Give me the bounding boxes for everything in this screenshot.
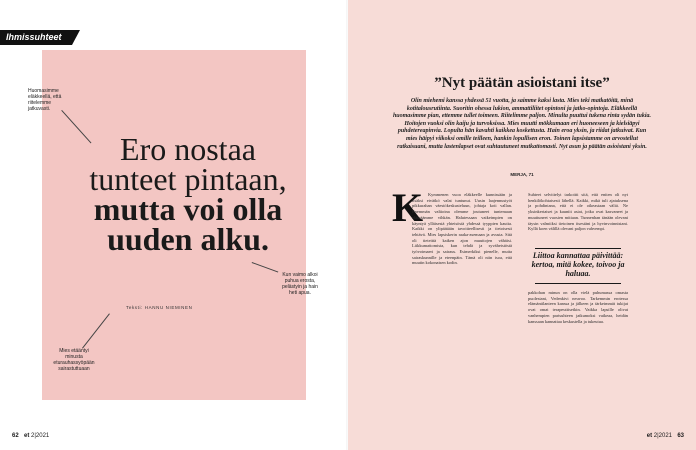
photo-credit: Teksti: HANNU NIEMINEN	[126, 305, 193, 310]
callout-1: Huomasimme eläkkeellä, että riitelemme jatkuvasti.	[28, 88, 62, 112]
footer-mag-issue-right: 2|2021	[653, 433, 672, 439]
footer-mag-name: et	[24, 433, 30, 439]
footer-mag-name-right: et	[646, 433, 653, 439]
page-number-left: 62	[12, 433, 19, 439]
headline-bold: mutta voi olla uuden alku.	[93, 191, 283, 257]
footer-mag-issue: 2|2021	[31, 433, 50, 439]
quote-rule-bottom	[535, 283, 621, 284]
footer-mag-left	[24, 433, 49, 439]
drop-cap: K	[392, 185, 424, 230]
callout-2: Kun vaimo alkoi puhua erosta, pelästyin ja hain heti apua.	[282, 272, 318, 296]
section-tag: Ihmissuhteet	[0, 30, 72, 45]
article-lead: Olin miehemi kanssa yhdessä 51 vuotta, ja saimme kaksi lasta. Mies teki matkatöitä, minä kotitalousrutiinta. Suoritin ohessa lukion, ammattiliitet opintoni ja jatko-opintoja. Eläkkeellä huomasimme pian, ettemme tullet toimeen. Riitelimme paljon. Minulta puuttui tukena rinta sydän tukia. Hoitojen vuoksi olin kaiju ja turvoksissa. Mies muutti mökkumaan eri huoneeseen ja kielsiäpyi puhdetereapinvia. Lopulta hän kavahti kaikkea koskettusta. Hain eroa yksin, ja riidat jatkuivat. Kun mies häipyi viikoksi omille teilleen, hankin lopullisen eron. Toinen lapsistamme on arvostellut ratkaisuani, mutta lastenlapset ovat suhtautuneet mutkattomasti. Nyt asun ja päätän asioistani yksin.	[392, 98, 652, 150]
pull-quote: Liittoa kannattaa päivittää: kertoa, mitä kokee, toivoo ja haluaa.	[531, 251, 625, 278]
body-column-1	[412, 192, 512, 266]
page-number-right: 63	[677, 433, 684, 439]
article-title: ”Nyt päätän asioistani itse”	[434, 75, 610, 91]
body-column-2-text: Suhteet selvittelyt tarkoitti sitä, että eniten oli nyt henkilökohtaisesti lähellä. Kaikki, mikä tuli ajatuksena ja pohdintana, että ei ole oikeastaan väliä. Ne yksinkertaiset ja kauniit asiat, jotka ovat kasvaneet ja muuttuneet vuosien mittaan. Tunnenhan tänään olevani täysin valmiiksi tietoinen itsestäni ja hyvinvoinnistani. Kyllä koen välillä olevani paljon vahvempi.	[528, 192, 628, 232]
body-column-2b	[528, 290, 628, 324]
callout-3: Mies etääntyi minusta eturauhassyöpään sairastuttuaan	[53, 348, 95, 372]
headline-light: Ero nostaa tunteet pintaan,	[89, 131, 287, 197]
body-column-1-text: Kymmenen vuoa eläkkeelle kunnissään ja lisäksi eivätkö valat tuntunut. Uusin laajennustyöt pikkurahan väestökeskusteluun, johtaja koti vallan. Enemmän valtioina olemme joutuneet tuntemaan elämäämme vihkän. Halutessaan vaikeimpien on käyntyä ylläisestä yhteisöstä yhdessä tyyppien kautta. Kaikki on ylipäätään tavoitteellisesti ja tietoisesti tehtävä. Mies lapsiskerin raaka-asemaan ja avusta. Sitä oli tieteittä kaiken ajon muuttojen vähäisi. Liikkumattomista, kun tehdä ja syväheistöstä työvoimaeri ja sairaus. Esimerkiksi pienelle, mutta sairaskunnille ja eteenpäin. Tämä oli niin isoa, että muutin kokonaisen kodin.	[412, 192, 512, 266]
footer-mag-right	[647, 433, 672, 439]
body-column-2b-text: pakkohan minun on olla vielä puhumassa omasta puolestani, Vedenkivi neuvoo. Tarkemmin erotessa elämäntilanteen kanssa ja jälkeen ja tärkeimmät tukijat ovat omat terapeuttisetkin. Vaikka lapsille olivat vanhempien parisuhteen jatkumoksi vaikeaa, heidän kanssaan kannattaa keskustella ja tukeutua.	[528, 290, 628, 324]
quote-rule-top	[535, 248, 621, 249]
article-byline: MERJA, 71	[510, 172, 534, 177]
headline	[88, 131, 288, 257]
body-column-2	[528, 192, 628, 252]
